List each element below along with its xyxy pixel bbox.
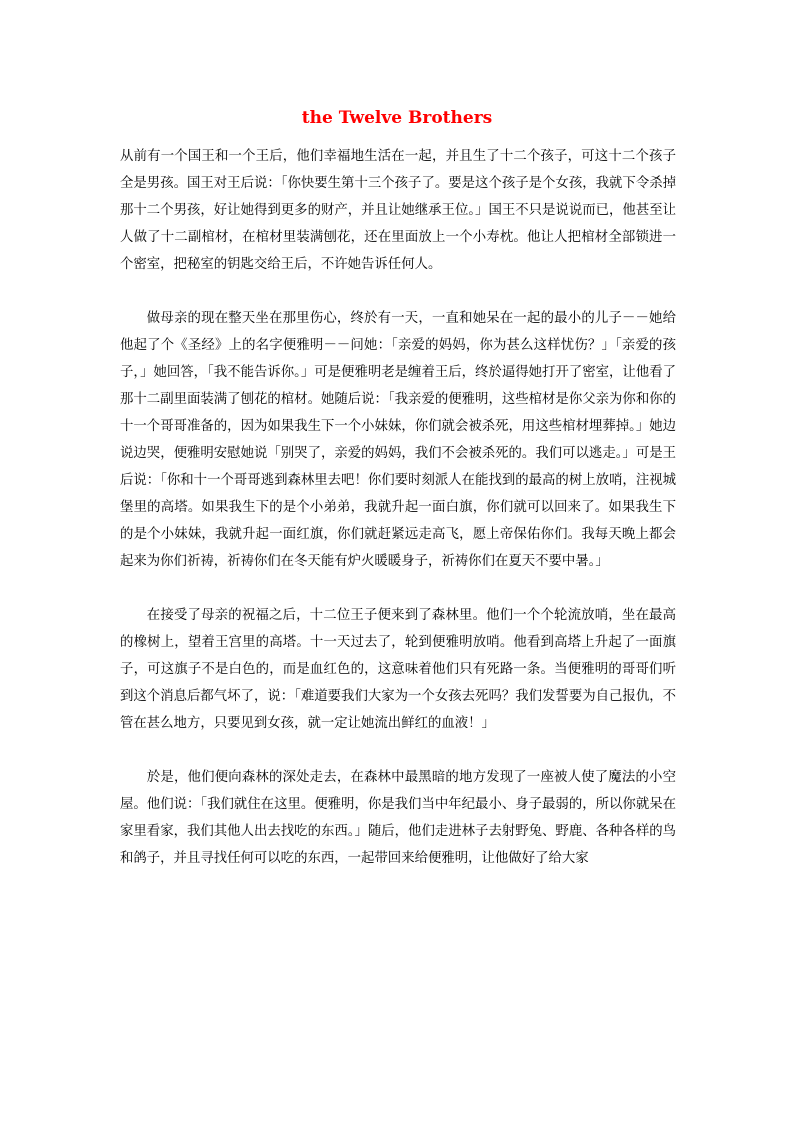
document-title: the Twelve Brothers	[301, 108, 493, 128]
document-body	[120, 143, 676, 872]
paragraph-3: 在接受了母亲的祝福之后，十二位王子便来到了森林里。他们一个个轮流放哨，坐在最高的橡树上，望着王宫里的高塔。十一天过去了，轮到便雅明放哨。他看到高塔上升起了一面旗子，可这旗子不是白色的，而是血红色的，这意味着他们只有死路一条。当便雅明的哥哥们听到这个消息后都气坏了，说：「难道要我们大家为一个女孩去死吗？我们发誓要为自己报仇，不管在甚么地方，只要见到女孩，就一定让她流出鲜红的血液！」	[120, 608, 676, 731]
paragraph-gap	[120, 278, 676, 305]
paragraph-4: 於是，他们便向森林的深处走去，在森林中最黑暗的地方发现了一座被人使了魔法的小空屋。他们说：「我们就住在这里。便雅明，你是我们当中年纪最小、身子最弱的，所以你就呆在家里看家，我们其他人出去找吃的东西。」随后，他们走进林子去射野兔、野鹿、各种各样的鸟和鸽子，并且寻找任何可以吃的东西，一起带回来给便雅明，让他做好了给大家	[120, 770, 676, 866]
paragraph-2: 做母亲的现在整天坐在那里伤心，终於有一天，一直和她呆在一起的最小的儿子－－她给他起了个《圣经》上的名字便雅明－－问她：「亲爱的妈妈，你为甚么这样忧伤？」「亲爱的孩子，」她回答，「我不能告诉你。」可是便雅明老是缠着王后，终於逼得她打开了密室，让他看了那十二副里面装满了刨花的棺材。她随后说：「我亲爱的便雅明，这些棺材是你父亲为你和你的十一个哥哥准备的，因为如果我生下一个小妹妹，你们就会被杀死，用这些棺材埋葬掉。」她边说边哭，便雅明安慰她说「别哭了，亲爱的妈妈，我们不会被杀死的。我们可以逃走。」可是王后说：「你和十一个哥哥逃到森林里去吧！你们要时刻派人在能找到的最高的树上放哨，注视城堡里的高塔。如果我生下的是个小弟弟，我就升起一面白旗，你们就可以回来了。如果我生下的是个小妹妹，我就升起一面红旗，你们就赶紧远走高飞，愿上帝保佑你们。我每天晚上都会起来为你们祈祷，祈祷你们在冬天能有炉火暖暖身子，祈祷你们在夏天不要中暑。」	[120, 311, 676, 569]
paragraph-gap	[120, 737, 676, 764]
paragraph-1: 从前有一个国王和一个王后，他们幸福地生活在一起，并且生了十二个孩子，可这十二个孩子全是男孩。国王对王后说：「你快要生第十三个孩子了。要是这个孩子是个女孩，我就下令杀掉那十二个男孩，好让她得到更多的财产，并且让她继承王位。」国王不只是说说而已，他甚至让人做了十二副棺材，在棺材里装满刨花，还在里面放上一个小寿枕。他让人把棺材全部锁进一个密室，把秘室的钥匙交给王后，不许她告诉任何人。	[120, 149, 676, 272]
paragraph-gap	[120, 575, 676, 602]
